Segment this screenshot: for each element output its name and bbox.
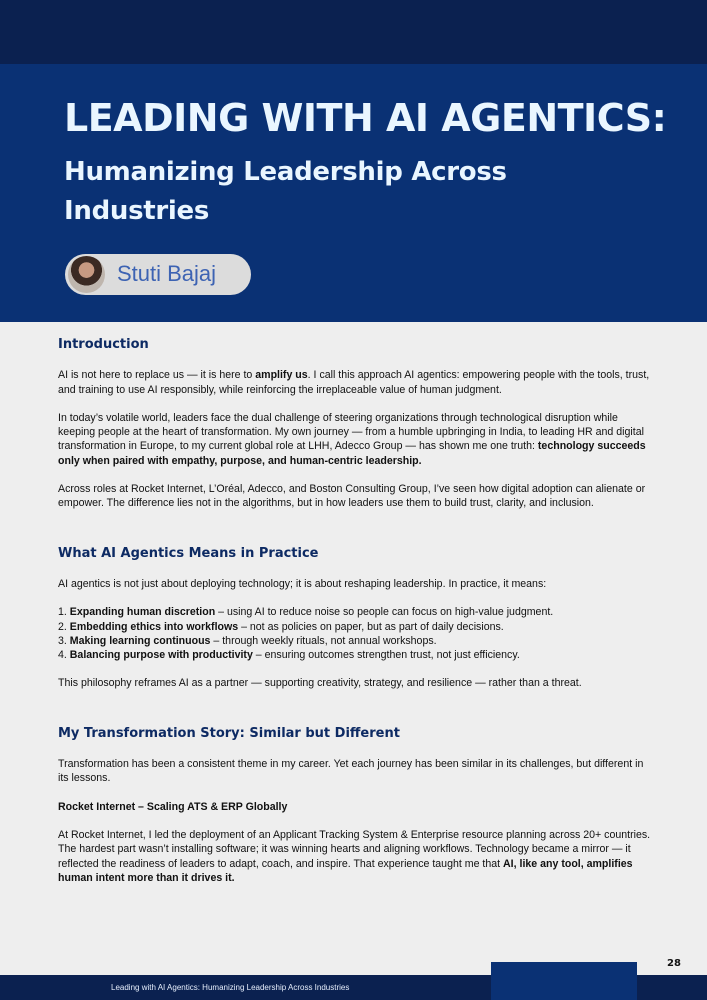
list-item (58, 620, 654, 634)
article-subtitle: Humanizing Leadership Across Industries (64, 157, 507, 226)
section-heading-introduction: Introduction (58, 337, 149, 352)
bold-text: Expanding human discretion (69, 606, 216, 619)
text-run: In today’s volatile world, leaders face the dual challenge of steering organizations through technological disruption while keeping people at the heart of transformation. My own journey — from a humble upbringing in India, to leading HR and digital transformation in Europe, to my current global role at LHH, Adecco Group — has shown me one truth: (58, 411, 644, 453)
intro-paragraph-1 (58, 368, 654, 397)
bold-text: amplify us (255, 369, 308, 382)
author-name: Stuti Bajaj (117, 261, 217, 286)
list-item (58, 605, 654, 619)
bold-text: Making learning continuous (69, 634, 211, 647)
practice-lead: AI agentics is not just about deploying technology; it is about reshaping leadership. In practice, it means: (58, 577, 547, 590)
bold-text: Rocket Internet – Scaling ATS & ERP Globally (58, 800, 288, 813)
article-body (58, 338, 654, 885)
bold-text: technology succeeds only when paired with empathy, purpose, and human-centric leadership. (58, 440, 646, 467)
list-item (58, 634, 654, 648)
text-run: – using AI to reduce noise so people can focus on high-value judgment. (215, 606, 554, 619)
list-item (58, 648, 654, 662)
page-number: 28 (667, 958, 681, 969)
author-badge (65, 254, 251, 295)
story-paragraph-2 (58, 828, 654, 885)
top-band (0, 0, 707, 64)
story-subheading (58, 800, 654, 814)
intro-paragraph-3: Across roles at Rocket Internet, L’Oréal, Adecco, and Boston Consulting Group, I’ve seen how digital adoption can alienate or empower. The difference lies not in the algorithms, but in how leaders use them to build trust, clarity, and inclusion. (58, 483, 646, 510)
article-title: LEADING WITH AI AGENTICS: (64, 96, 667, 140)
bold-text: Balancing purpose with productivity (69, 649, 253, 662)
item-number: 2. (58, 620, 70, 633)
text-run: . I call this approach AI agentics: empowering people with the tools, trust, and training to use AI responsibly, while reinforcing the irreplaceable value of human judgment. (58, 369, 650, 396)
item-number: 4. (58, 649, 70, 662)
footer-accent-block (491, 962, 637, 1000)
bold-text: Embedding ethics into workflows (69, 620, 239, 633)
bold-text: AI, like any tool, amplifies human intent more than it drives it. (58, 857, 633, 884)
item-number: 1. (58, 606, 70, 619)
text-run: – ensuring outcomes strengthen trust, not just efficiency. (252, 649, 520, 662)
practice-closing: This philosophy reframes AI as a partner — supporting creativity, strategy, and resilience — rather than a threat. (58, 677, 582, 690)
section-heading-practice: What AI Agentics Means in Practice (58, 545, 319, 561)
story-paragraph-1: Transformation has been a consistent theme in my career. Yet each journey has been similar in its challenges, but different in its lessons. (58, 758, 644, 785)
text-run: – not as policies on paper, but as part of daily decisions. (238, 620, 504, 633)
item-number: 3. (58, 634, 70, 647)
section-heading-story: My Transformation Story: Similar but Different (58, 725, 400, 741)
text-run: At Rocket Internet, I led the deployment of an Applicant Tracking System & Enterprise resource planning across 20+ countries. The hardest part wasn’t installing software; it was winning hearts and aligning workflows. Technology became a mirror — it reflected the readiness of leaders to adapt, coach, and inspire. That experience taught me that (58, 828, 651, 870)
text-run: AI is not here to replace us — it is here to (58, 369, 256, 382)
text-run: – through weekly rituals, not annual workshops. (210, 634, 437, 647)
intro-paragraph-2 (58, 411, 654, 468)
running-footer-title: Leading with AI Agentics: Humanizing Leadership Across Industries (111, 983, 350, 992)
avatar (68, 256, 105, 293)
practice-list (58, 605, 654, 662)
